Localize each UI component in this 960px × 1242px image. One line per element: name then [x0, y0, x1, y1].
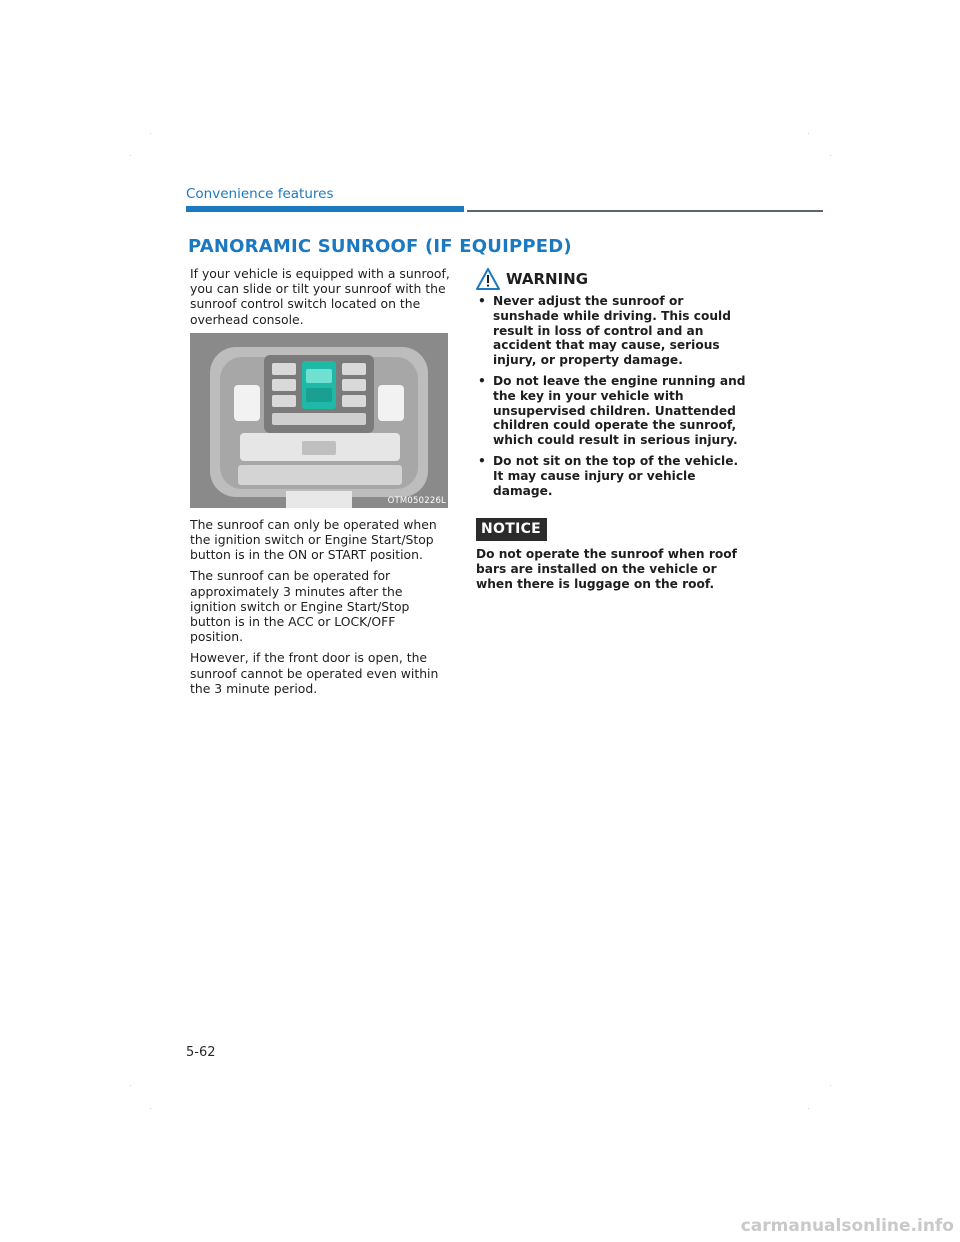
crop-mark: [830, 1085, 831, 1086]
bullet-glyph: •: [478, 453, 486, 468]
warning-item: [476, 374, 748, 448]
page-title: PANORAMIC SUNROOF (IF EQUIPPED): [188, 236, 572, 257]
right-column: [476, 268, 748, 592]
crop-mark: [130, 155, 131, 156]
crop-mark: [808, 133, 809, 134]
figure-code: OTM050226L: [387, 495, 446, 506]
paragraph-timer: The sunroof can be operated for approximately 3 minutes after the ignition switch or Engine Start/Stop button is in the ACC or LOCK/OFF position.: [190, 568, 410, 645]
header-rule-accent: [186, 206, 464, 212]
left-column: [190, 266, 452, 702]
paragraph-ignition: The sunroof can only be operated when the ignition switch or Engine Start/Stop button is in the ON or START position.: [190, 516, 437, 563]
crop-mark: [150, 1108, 151, 1109]
warning-item-text: Do not sit on the top of the vehicle. It may cause injury or vehicle damage.: [493, 453, 739, 498]
notice-badge: NOTICE: [476, 518, 547, 541]
warning-label: WARNING: [506, 270, 589, 288]
warning-item-text: Never adjust the sunroof or sunshade while driving. This could result in loss of control and an accident that may cause, serious injury, or property damage.: [493, 294, 731, 368]
bullet-glyph: •: [478, 294, 486, 308]
warning-item: [476, 294, 748, 368]
section-header: Convenience features: [186, 186, 334, 202]
warning-list: [476, 294, 748, 498]
crop-mark: [830, 155, 831, 156]
crop-mark: [150, 133, 151, 134]
crop-mark: [130, 1085, 131, 1086]
overhead-console-illustration: [190, 333, 448, 508]
intro-paragraph: If your vehicle is equipped with a sunroof, you can slide or tilt your sunroof with the sunroof control switch located on the overhead console.: [190, 266, 450, 327]
crop-mark: [808, 1108, 809, 1109]
bullet-glyph: •: [478, 373, 486, 388]
header-rule: [467, 210, 823, 212]
page-number: 5-62: [186, 1045, 216, 1060]
warning-header: [476, 268, 748, 290]
overhead-console-figure: [190, 333, 448, 508]
watermark: carmanualsonline.info: [740, 1216, 954, 1236]
warning-item-text: Do not leave the engine running and the key in your vehicle with unsupervised children. Unattended children could operate the sunroof, which could result in serious injury.: [493, 373, 746, 448]
paragraph-door: However, if the front door is open, the sunroof cannot be operated even within the 3 minute period.: [190, 650, 439, 696]
warning-item: [476, 454, 748, 498]
warning-triangle-icon: [476, 268, 500, 290]
notice-text: Do not operate the sunroof when roof bars are installed on the vehicle or when there is luggage on the roof.: [476, 547, 737, 591]
